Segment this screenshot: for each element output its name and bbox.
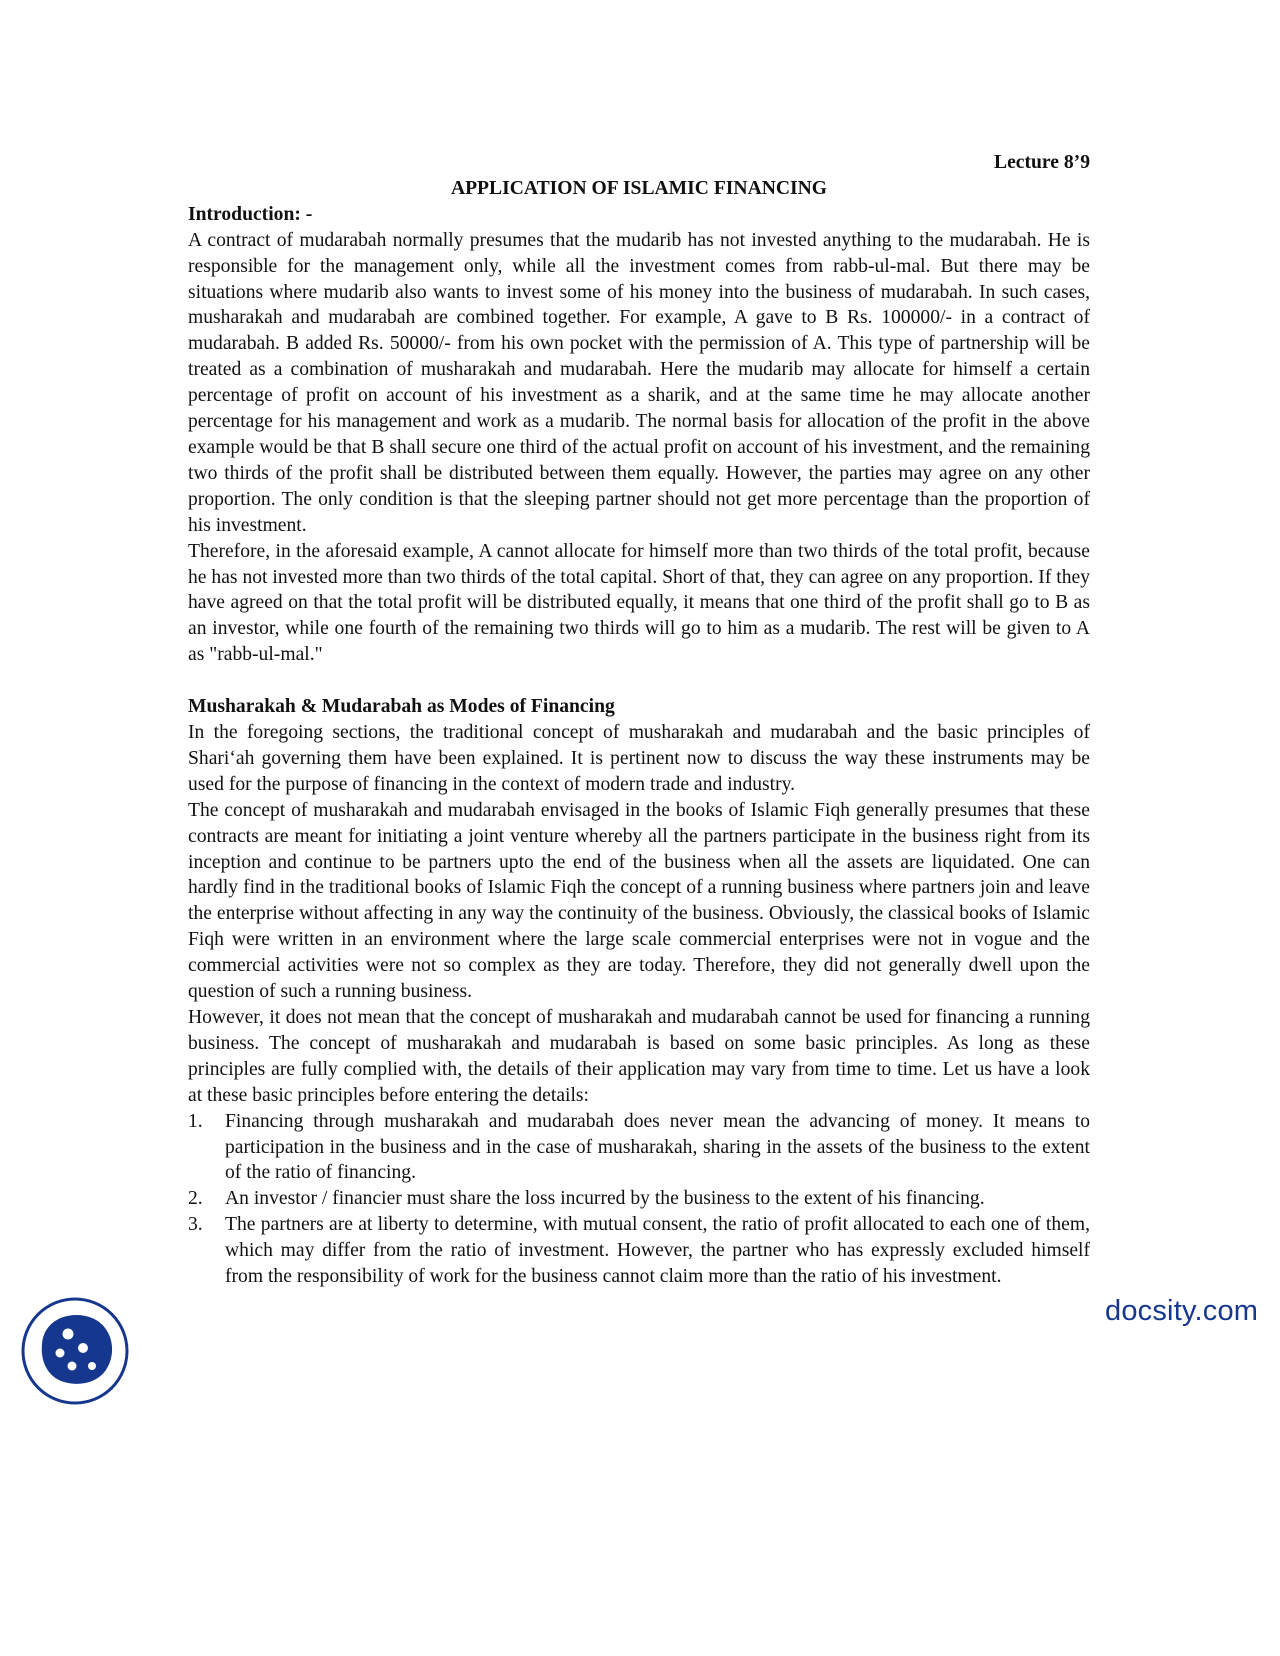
list-item-number: 2. xyxy=(188,1188,203,1210)
list-item-text: An investor / financier must share the loss incurred by the business to the extent of his financing. xyxy=(225,1188,985,1210)
document-page xyxy=(188,150,1090,1290)
list-item-text: Financing through musharakah and mudarabah does never mean the advancing of money. It means to participation in the business and in the case of musharakah, sharing in the assets of the business to the extent of the ratio of financing. xyxy=(225,1110,1090,1184)
list-item-text: The partners are at liberty to determine, with mutual consent, the ratio of profit allocated to each one of them, which may differ from the ratio of investment. However, the partner who has expressly excluded himself from the responsibility of work for the business cannot claim more than the ratio of his investment. xyxy=(225,1214,1090,1288)
section-spacer xyxy=(188,668,1090,694)
section-paragraph-3: However, it does not mean that the concept of musharakah and mudarabah cannot be used for financing a running business. The concept of musharakah and mudarabah is based on some basic principles. As long as these principles are fully complied with, the details of their application may vary from time to time. Let us have a look at these basic principles before entering the details: xyxy=(188,1007,1090,1106)
docsity-logo-icon[interactable] xyxy=(20,1296,130,1406)
intro-paragraph-1: A contract of mudarabah normally presumes that the mudarib has not invested anything to the mudarabah. He is responsible for the management only, while all the investment comes from rabb-ul-mal. But there may be situations where mudarib also wants to invest some of his money into the business of mudarabah. In such cases, musharakah and mudarabah are combined together. For example, A gave to B Rs. 100000/- in a contract of mudarabah. B added Rs. 50000/- from his own pocket with the permission of A. This type of partnership will be treated as a combination of musharakah and mudarabah. Here the mudarib may allocate for himself a certain percentage of profit on account of his investment as a sharik, and at the same time he may allocate another percentage for his management and work as a mudarib. The normal basis for allocation of the profit in the above example would be that B shall secure one third of the actual profit on account of his investment, and the remaining two thirds of the profit shall be distributed between them equally. However, the parties may agree on any other proportion. The only condition is that the sleeping partner should not get more percentage than the proportion of his investment. xyxy=(188,229,1090,536)
section-heading: Musharakah & Mudarabah as Modes of Financing xyxy=(188,696,615,718)
list-item-number: 1. xyxy=(188,1110,203,1132)
document-title: APPLICATION OF ISLAMIC FINANCING xyxy=(450,177,828,199)
list-item xyxy=(188,1109,1090,1187)
docsity-brand-link[interactable]: docsity.com xyxy=(1105,1295,1259,1327)
section-paragraph-1: In the foregoing sections, the traditional concept of musharakah and mudarabah and the basic principles of Shari‘ah governing them have been explained. It is pertinent now to discuss the way these instruments may be used for the purpose of financing in the context of modern trade and industry. xyxy=(188,722,1090,795)
list-item xyxy=(188,1186,1090,1212)
list-item-number: 3. xyxy=(188,1214,203,1236)
intro-heading: Introduction: - xyxy=(188,203,313,225)
principles-list xyxy=(188,1109,1090,1290)
list-item xyxy=(188,1212,1090,1290)
intro-paragraph-2: Therefore, in the aforesaid example, A cannot allocate for himself more than two thirds of the total profit, because he has not invested more than two thirds of the total capital. Short of that, they can agree on any proportion. If they have agreed on that the total profit will be distributed equally, it means that one third of the profit shall go to B as an investor, while one fourth of the remaining two thirds will go to him as a mudarib. The rest will be given to A as "rabb-ul-mal." xyxy=(188,540,1090,666)
lecture-number: Lecture 8’9 xyxy=(994,152,1090,173)
section-paragraph-2: The concept of musharakah and mudarabah envisaged in the books of Islamic Fiqh generally presumes that these contracts are meant for initiating a joint venture whereby all the partners participate in the business right from its inception and continue to be partners upto the end of the business when all the assets are liquidated. One can hardly find in the traditional books of Islamic Fiqh the concept of a running business where partners join and leave the enterprise without affecting in any way the continuity of the business. Obviously, the classical books of Islamic Fiqh were written in an environment where the large scale commercial enterprises were not in vogue and the commercial activities were not so complex as they are today. Therefore, they did not generally dwell upon the question of such a running business. xyxy=(188,799,1090,1003)
